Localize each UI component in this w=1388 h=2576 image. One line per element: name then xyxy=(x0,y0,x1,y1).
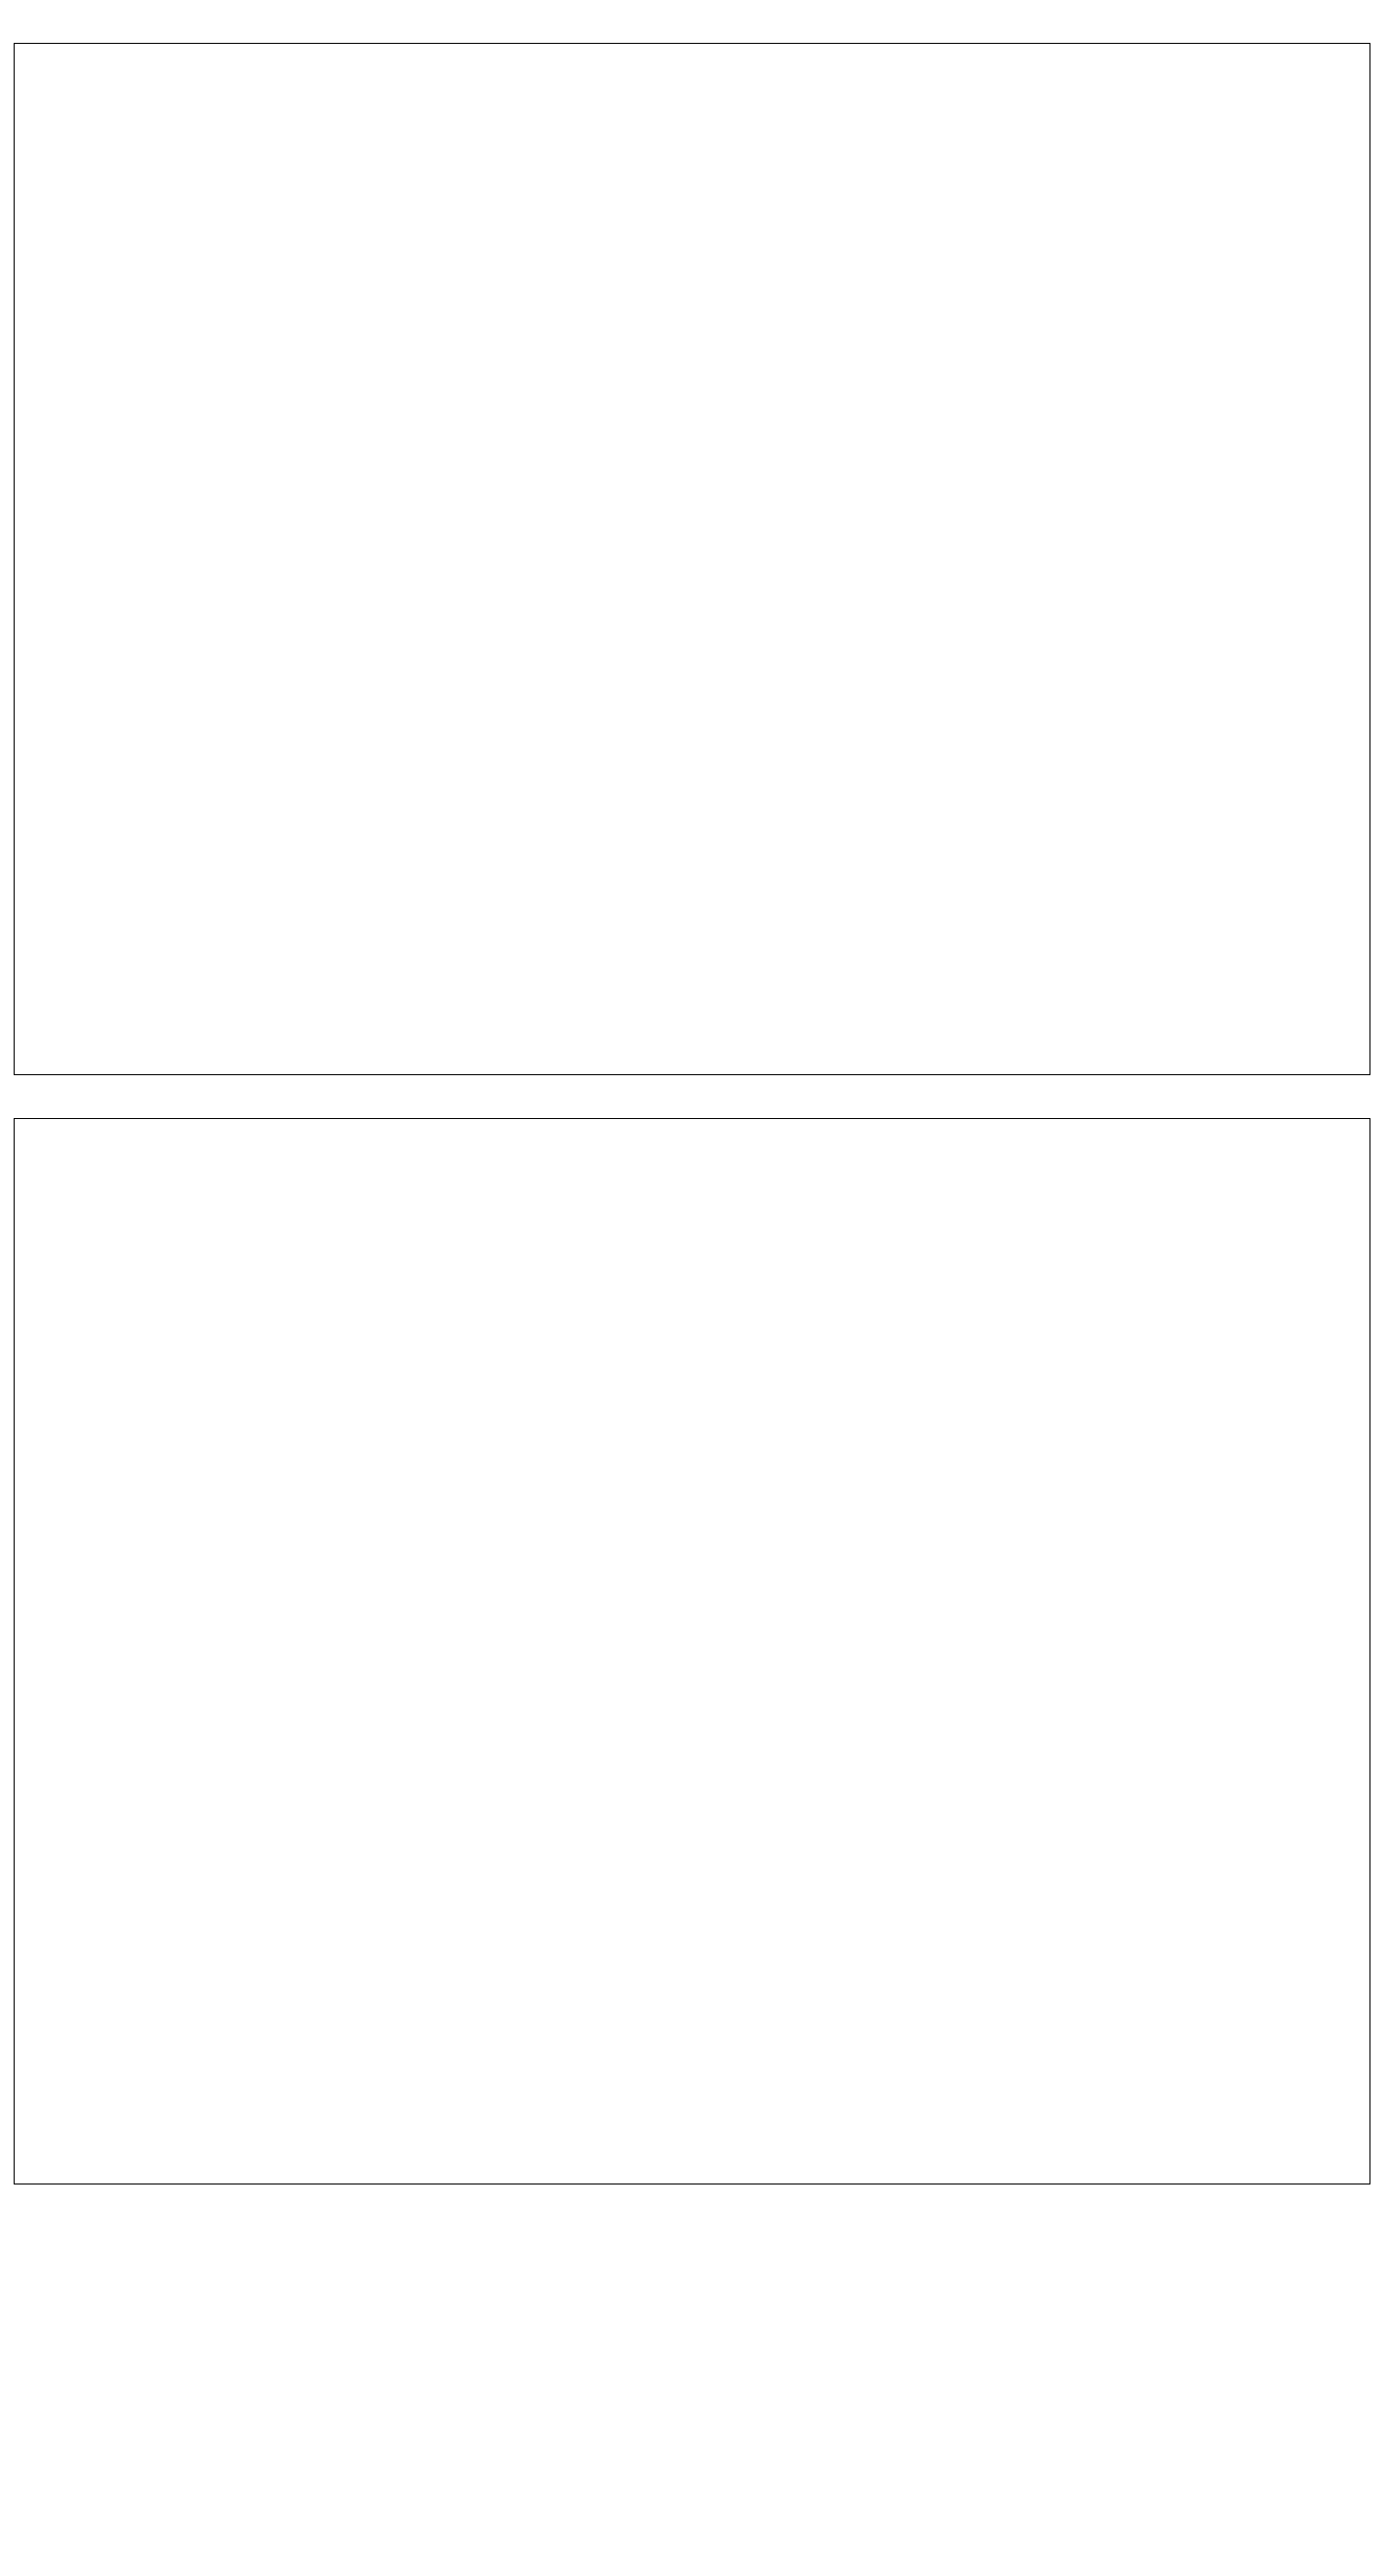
legend xyxy=(1331,44,1364,783)
map-frame xyxy=(14,1118,1370,2184)
map-plot xyxy=(15,1119,1369,2183)
map-plot xyxy=(15,44,1369,1073)
probe-a-info xyxy=(20,44,54,783)
legend xyxy=(1331,1119,1364,1858)
map-frame xyxy=(14,43,1370,1075)
probe-a-info xyxy=(20,1119,54,1858)
probe-b-info xyxy=(20,1837,54,2576)
down-footprints-panel xyxy=(0,0,1388,1081)
conjugate-footprints-panel xyxy=(0,1081,1388,2191)
